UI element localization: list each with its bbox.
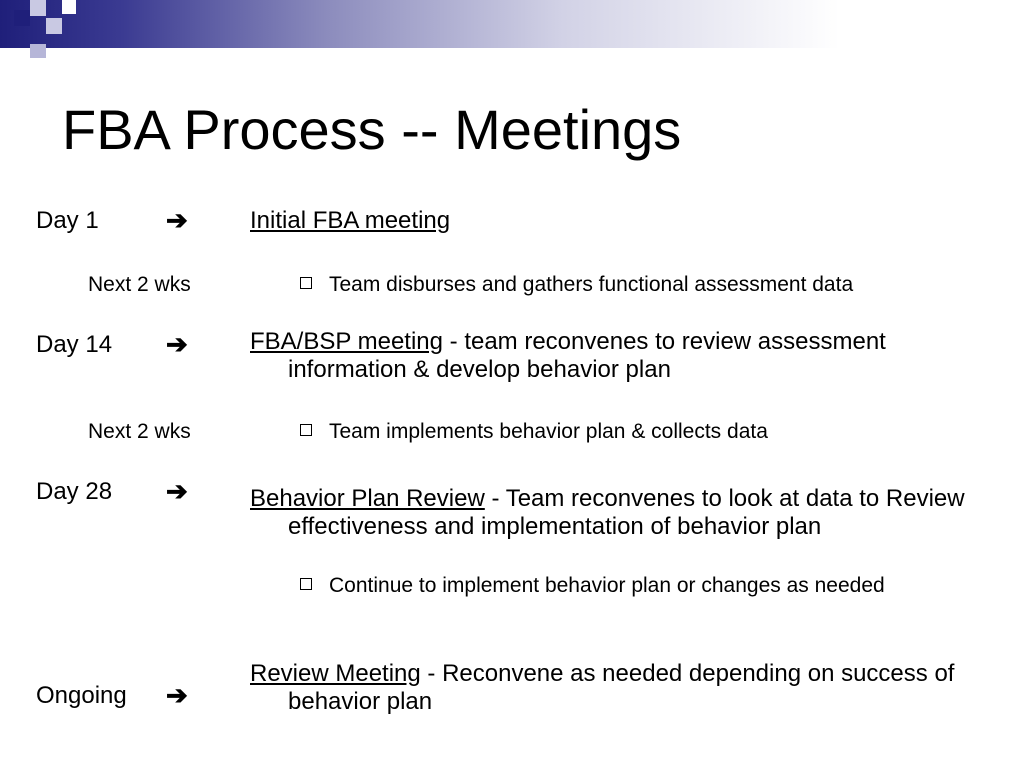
implement-plan-text: Team implements behavior plan & collects data xyxy=(329,420,768,443)
gather-data-bullet xyxy=(300,273,973,297)
implement-plan-bullet xyxy=(300,420,973,444)
right-arrow-icon: ➔ xyxy=(166,476,188,506)
fba-bsp-meeting-title: FBA/BSP meeting xyxy=(250,328,443,355)
initial-fba-meeting-title: Initial FBA meeting xyxy=(250,207,451,234)
header-gradient-bar xyxy=(0,0,1024,48)
header-square-white xyxy=(62,0,76,14)
square-bullet-icon xyxy=(300,424,312,436)
header-square-light xyxy=(30,0,46,16)
day1-label: Day 1 xyxy=(36,207,99,234)
review-meeting-text: - Reconvene as needed depending on success of behavior plan xyxy=(288,660,955,715)
continue-plan-text: Continue to implement behavior plan or changes as needed xyxy=(329,574,885,597)
right-arrow-icon: ➔ xyxy=(166,329,188,359)
fba-bsp-meeting-item xyxy=(250,328,928,384)
ongoing-label: Ongoing xyxy=(36,682,127,709)
next-2-weeks-label: Next 2 wks xyxy=(88,420,191,443)
review-meeting-item xyxy=(250,660,988,716)
gather-data-text: Team disburses and gathers functional assessment data xyxy=(329,273,854,296)
square-bullet-icon xyxy=(300,277,312,289)
initial-fba-meeting-item xyxy=(250,207,928,235)
right-arrow-icon: ➔ xyxy=(166,680,188,710)
behavior-plan-review-text: - Team reconvenes to look at data to Review effectiveness and implementation of behavior plan xyxy=(288,485,965,540)
header-square-light xyxy=(30,44,46,58)
slide-title: FBA Process -- Meetings xyxy=(62,98,682,161)
behavior-plan-review-title: Behavior Plan Review xyxy=(250,485,485,512)
square-bullet-icon xyxy=(300,578,312,590)
right-arrow-icon: ➔ xyxy=(166,205,188,235)
fba-bsp-meeting-text: - team reconvenes to review assessment information & develop behavior plan xyxy=(288,328,886,383)
header-square-navy xyxy=(14,10,30,26)
behavior-plan-review-item xyxy=(250,485,978,541)
review-meeting-title: Review Meeting xyxy=(250,660,421,687)
day28-label: Day 28 xyxy=(36,478,113,505)
continue-plan-bullet xyxy=(300,574,973,598)
next-2-weeks-label: Next 2 wks xyxy=(88,273,191,296)
day14-label: Day 14 xyxy=(36,331,113,358)
header-square-light xyxy=(46,18,62,34)
